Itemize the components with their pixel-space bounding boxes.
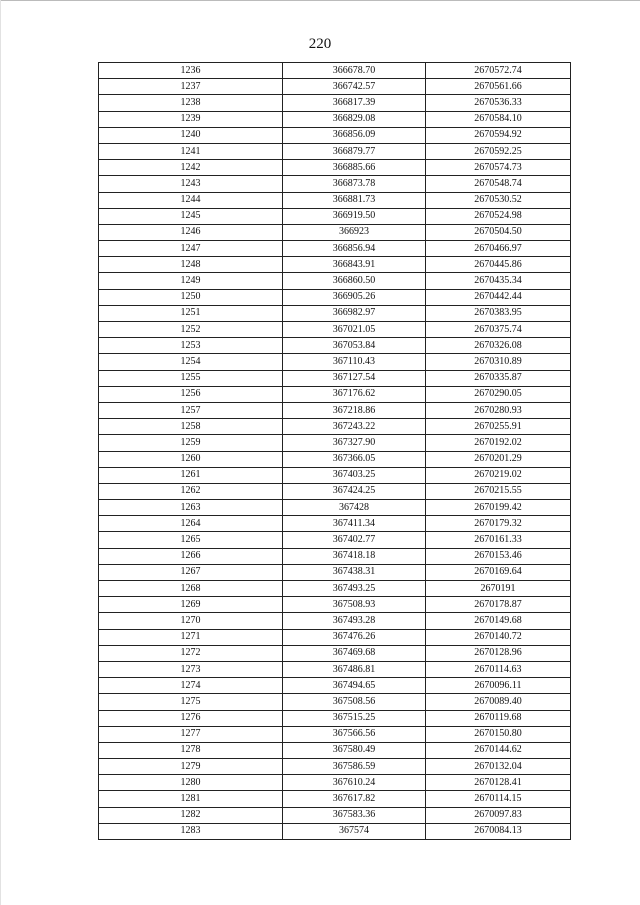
table-row: [99, 581, 571, 597]
y-coordinate-cell: 2670442.44: [426, 289, 571, 305]
x-coordinate-cell: 366879.77: [283, 143, 426, 159]
point-number-cell: 1254: [99, 354, 283, 370]
table-row: [99, 613, 571, 629]
point-number-cell: 1263: [99, 500, 283, 516]
x-coordinate-cell: 367583.36: [283, 807, 426, 823]
x-coordinate-cell: 367566.56: [283, 726, 426, 742]
x-coordinate-cell: 367438.31: [283, 564, 426, 580]
y-coordinate-cell: 2670335.87: [426, 370, 571, 386]
table-row: [99, 63, 571, 79]
y-coordinate-cell: 2670161.33: [426, 532, 571, 548]
table-row: [99, 823, 571, 839]
point-number-cell: 1278: [99, 742, 283, 758]
point-number-cell: 1239: [99, 111, 283, 127]
point-number-cell: 1272: [99, 645, 283, 661]
x-coordinate-cell: 366905.26: [283, 289, 426, 305]
y-coordinate-cell: 2670199.42: [426, 500, 571, 516]
y-coordinate-cell: 2670114.15: [426, 791, 571, 807]
x-coordinate-cell: 366919.50: [283, 208, 426, 224]
y-coordinate-cell: 2670096.11: [426, 678, 571, 694]
table-row: [99, 451, 571, 467]
y-coordinate-cell: 2670375.74: [426, 322, 571, 338]
point-number-cell: 1238: [99, 95, 283, 111]
x-coordinate-cell: 367493.25: [283, 581, 426, 597]
table-row: [99, 742, 571, 758]
table-row: [99, 160, 571, 176]
point-number-cell: 1251: [99, 305, 283, 321]
y-coordinate-cell: 2670192.02: [426, 435, 571, 451]
table-row: [99, 241, 571, 257]
y-coordinate-cell: 2670128.41: [426, 775, 571, 791]
y-coordinate-cell: 2670561.66: [426, 79, 571, 95]
x-coordinate-cell: 367586.59: [283, 759, 426, 775]
table-row: [99, 208, 571, 224]
table-row: [99, 273, 571, 289]
table-row: [99, 807, 571, 823]
point-number-cell: 1267: [99, 564, 283, 580]
x-coordinate-cell: 367508.93: [283, 597, 426, 613]
y-coordinate-cell: 2670132.04: [426, 759, 571, 775]
table-row: [99, 370, 571, 386]
point-number-cell: 1282: [99, 807, 283, 823]
table-row: [99, 678, 571, 694]
table-row: [99, 419, 571, 435]
point-number-cell: 1237: [99, 79, 283, 95]
y-coordinate-cell: 2670594.92: [426, 127, 571, 143]
point-number-cell: 1270: [99, 613, 283, 629]
y-coordinate-cell: 2670574.73: [426, 160, 571, 176]
point-number-cell: 1240: [99, 127, 283, 143]
x-coordinate-cell: 366860.50: [283, 273, 426, 289]
y-coordinate-cell: 2670290.05: [426, 386, 571, 402]
x-coordinate-cell: 367366.05: [283, 451, 426, 467]
table-row: [99, 338, 571, 354]
x-coordinate-cell: 367176.62: [283, 386, 426, 402]
y-coordinate-cell: 2670572.74: [426, 63, 571, 79]
point-number-cell: 1271: [99, 629, 283, 645]
point-number-cell: 1242: [99, 160, 283, 176]
x-coordinate-cell: 367515.25: [283, 710, 426, 726]
point-number-cell: 1260: [99, 451, 283, 467]
table-row: [99, 597, 571, 613]
y-coordinate-cell: 2670097.83: [426, 807, 571, 823]
x-coordinate-cell: 367127.54: [283, 370, 426, 386]
table-row: [99, 176, 571, 192]
table-row: [99, 710, 571, 726]
x-coordinate-cell: 366829.08: [283, 111, 426, 127]
table-row: [99, 500, 571, 516]
table-row: [99, 629, 571, 645]
point-number-cell: 1250: [99, 289, 283, 305]
point-number-cell: 1280: [99, 775, 283, 791]
table-row: [99, 402, 571, 418]
point-number-cell: 1257: [99, 402, 283, 418]
point-number-cell: 1283: [99, 823, 283, 839]
x-coordinate-cell: 366742.57: [283, 79, 426, 95]
point-number-cell: 1276: [99, 710, 283, 726]
table-row: [99, 95, 571, 111]
y-coordinate-cell: 2670119.68: [426, 710, 571, 726]
y-coordinate-cell: 2670128.96: [426, 645, 571, 661]
y-coordinate-cell: 2670179.32: [426, 516, 571, 532]
point-number-cell: 1255: [99, 370, 283, 386]
y-coordinate-cell: 2670089.40: [426, 694, 571, 710]
x-coordinate-cell: 367243.22: [283, 419, 426, 435]
x-coordinate-cell: 366881.73: [283, 192, 426, 208]
x-coordinate-cell: 367402.77: [283, 532, 426, 548]
coordinates-table: [98, 62, 571, 840]
table-row: [99, 305, 571, 321]
x-coordinate-cell: 366678.70: [283, 63, 426, 79]
y-coordinate-cell: 2670584.10: [426, 111, 571, 127]
y-coordinate-cell: 2670326.08: [426, 338, 571, 354]
y-coordinate-cell: 2670435.34: [426, 273, 571, 289]
x-coordinate-cell: 367403.25: [283, 467, 426, 483]
point-number-cell: 1243: [99, 176, 283, 192]
y-coordinate-cell: 2670280.93: [426, 402, 571, 418]
point-number-cell: 1264: [99, 516, 283, 532]
table-row: [99, 645, 571, 661]
table-row: [99, 532, 571, 548]
table-row: [99, 257, 571, 273]
y-coordinate-cell: 2670524.98: [426, 208, 571, 224]
x-coordinate-cell: 366843.91: [283, 257, 426, 273]
point-number-cell: 1259: [99, 435, 283, 451]
x-coordinate-cell: 366885.66: [283, 160, 426, 176]
x-coordinate-cell: 367476.26: [283, 629, 426, 645]
y-coordinate-cell: 2670191: [426, 581, 571, 597]
table-row: [99, 322, 571, 338]
x-coordinate-cell: 366873.78: [283, 176, 426, 192]
point-number-cell: 1244: [99, 192, 283, 208]
table-row: [99, 354, 571, 370]
x-coordinate-cell: 367411.34: [283, 516, 426, 532]
y-coordinate-cell: 2670149.68: [426, 613, 571, 629]
table-row: [99, 726, 571, 742]
y-coordinate-cell: 2670536.33: [426, 95, 571, 111]
y-coordinate-cell: 2670084.13: [426, 823, 571, 839]
x-coordinate-cell: 367494.65: [283, 678, 426, 694]
coordinates-table-body: [99, 63, 571, 840]
point-number-cell: 1281: [99, 791, 283, 807]
x-coordinate-cell: 367327.90: [283, 435, 426, 451]
x-coordinate-cell: 367610.24: [283, 775, 426, 791]
table-row: [99, 143, 571, 159]
y-coordinate-cell: 2670383.95: [426, 305, 571, 321]
y-coordinate-cell: 2670530.52: [426, 192, 571, 208]
x-coordinate-cell: 366856.94: [283, 241, 426, 257]
y-coordinate-cell: 2670592.25: [426, 143, 571, 159]
y-coordinate-cell: 2670466.97: [426, 241, 571, 257]
point-number-cell: 1261: [99, 467, 283, 483]
y-coordinate-cell: 2670144.62: [426, 742, 571, 758]
point-number-cell: 1252: [99, 322, 283, 338]
x-coordinate-cell: 367508.56: [283, 694, 426, 710]
x-coordinate-cell: 367493.28: [283, 613, 426, 629]
x-coordinate-cell: 367469.68: [283, 645, 426, 661]
x-coordinate-cell: 367580.49: [283, 742, 426, 758]
table-row: [99, 435, 571, 451]
table-row: [99, 661, 571, 677]
table-row: [99, 759, 571, 775]
point-number-cell: 1277: [99, 726, 283, 742]
point-number-cell: 1245: [99, 208, 283, 224]
x-coordinate-cell: 367428: [283, 500, 426, 516]
point-number-cell: 1258: [99, 419, 283, 435]
x-coordinate-cell: 367218.86: [283, 402, 426, 418]
table-row: [99, 79, 571, 95]
page-number: 220: [308, 36, 332, 52]
table-row: [99, 289, 571, 305]
point-number-cell: 1279: [99, 759, 283, 775]
point-number-cell: 1274: [99, 678, 283, 694]
point-number-cell: 1246: [99, 224, 283, 240]
x-coordinate-cell: 366923: [283, 224, 426, 240]
table-row: [99, 564, 571, 580]
y-coordinate-cell: 2670310.89: [426, 354, 571, 370]
point-number-cell: 1265: [99, 532, 283, 548]
point-number-cell: 1256: [99, 386, 283, 402]
point-number-cell: 1241: [99, 143, 283, 159]
y-coordinate-cell: 2670445.86: [426, 257, 571, 273]
table-row: [99, 791, 571, 807]
point-number-cell: 1262: [99, 483, 283, 499]
table-row: [99, 694, 571, 710]
table-row: [99, 483, 571, 499]
x-coordinate-cell: 367617.82: [283, 791, 426, 807]
table-row: [99, 548, 571, 564]
point-number-cell: 1269: [99, 597, 283, 613]
y-coordinate-cell: 2670201.29: [426, 451, 571, 467]
y-coordinate-cell: 2670215.55: [426, 483, 571, 499]
x-coordinate-cell: 366982.97: [283, 305, 426, 321]
y-coordinate-cell: 2670255.91: [426, 419, 571, 435]
point-number-cell: 1248: [99, 257, 283, 273]
point-number-cell: 1275: [99, 694, 283, 710]
y-coordinate-cell: 2670548.74: [426, 176, 571, 192]
table-row: [99, 127, 571, 143]
y-coordinate-cell: 2670219.02: [426, 467, 571, 483]
x-coordinate-cell: 367424.25: [283, 483, 426, 499]
table-row: [99, 192, 571, 208]
y-coordinate-cell: 2670114.63: [426, 661, 571, 677]
point-number-cell: 1236: [99, 63, 283, 79]
point-number-cell: 1247: [99, 241, 283, 257]
x-coordinate-cell: 366856.09: [283, 127, 426, 143]
table-row: [99, 111, 571, 127]
y-coordinate-cell: 2670504.50: [426, 224, 571, 240]
table-row: [99, 386, 571, 402]
x-coordinate-cell: 367053.84: [283, 338, 426, 354]
y-coordinate-cell: 2670169.64: [426, 564, 571, 580]
scan-edge-line-top: [0, 0, 640, 1]
table-row: [99, 467, 571, 483]
table-row: [99, 775, 571, 791]
x-coordinate-cell: 367574: [283, 823, 426, 839]
x-coordinate-cell: 367021.05: [283, 322, 426, 338]
x-coordinate-cell: 367486.81: [283, 661, 426, 677]
x-coordinate-cell: 367418.18: [283, 548, 426, 564]
table-row: [99, 224, 571, 240]
x-coordinate-cell: 366817.39: [283, 95, 426, 111]
point-number-cell: 1273: [99, 661, 283, 677]
y-coordinate-cell: 2670178.87: [426, 597, 571, 613]
x-coordinate-cell: 367110.43: [283, 354, 426, 370]
point-number-cell: 1249: [99, 273, 283, 289]
y-coordinate-cell: 2670153.46: [426, 548, 571, 564]
point-number-cell: 1253: [99, 338, 283, 354]
table-row: [99, 516, 571, 532]
y-coordinate-cell: 2670150.80: [426, 726, 571, 742]
point-number-cell: 1266: [99, 548, 283, 564]
scan-edge-line-left: [0, 0, 1, 905]
y-coordinate-cell: 2670140.72: [426, 629, 571, 645]
point-number-cell: 1268: [99, 581, 283, 597]
